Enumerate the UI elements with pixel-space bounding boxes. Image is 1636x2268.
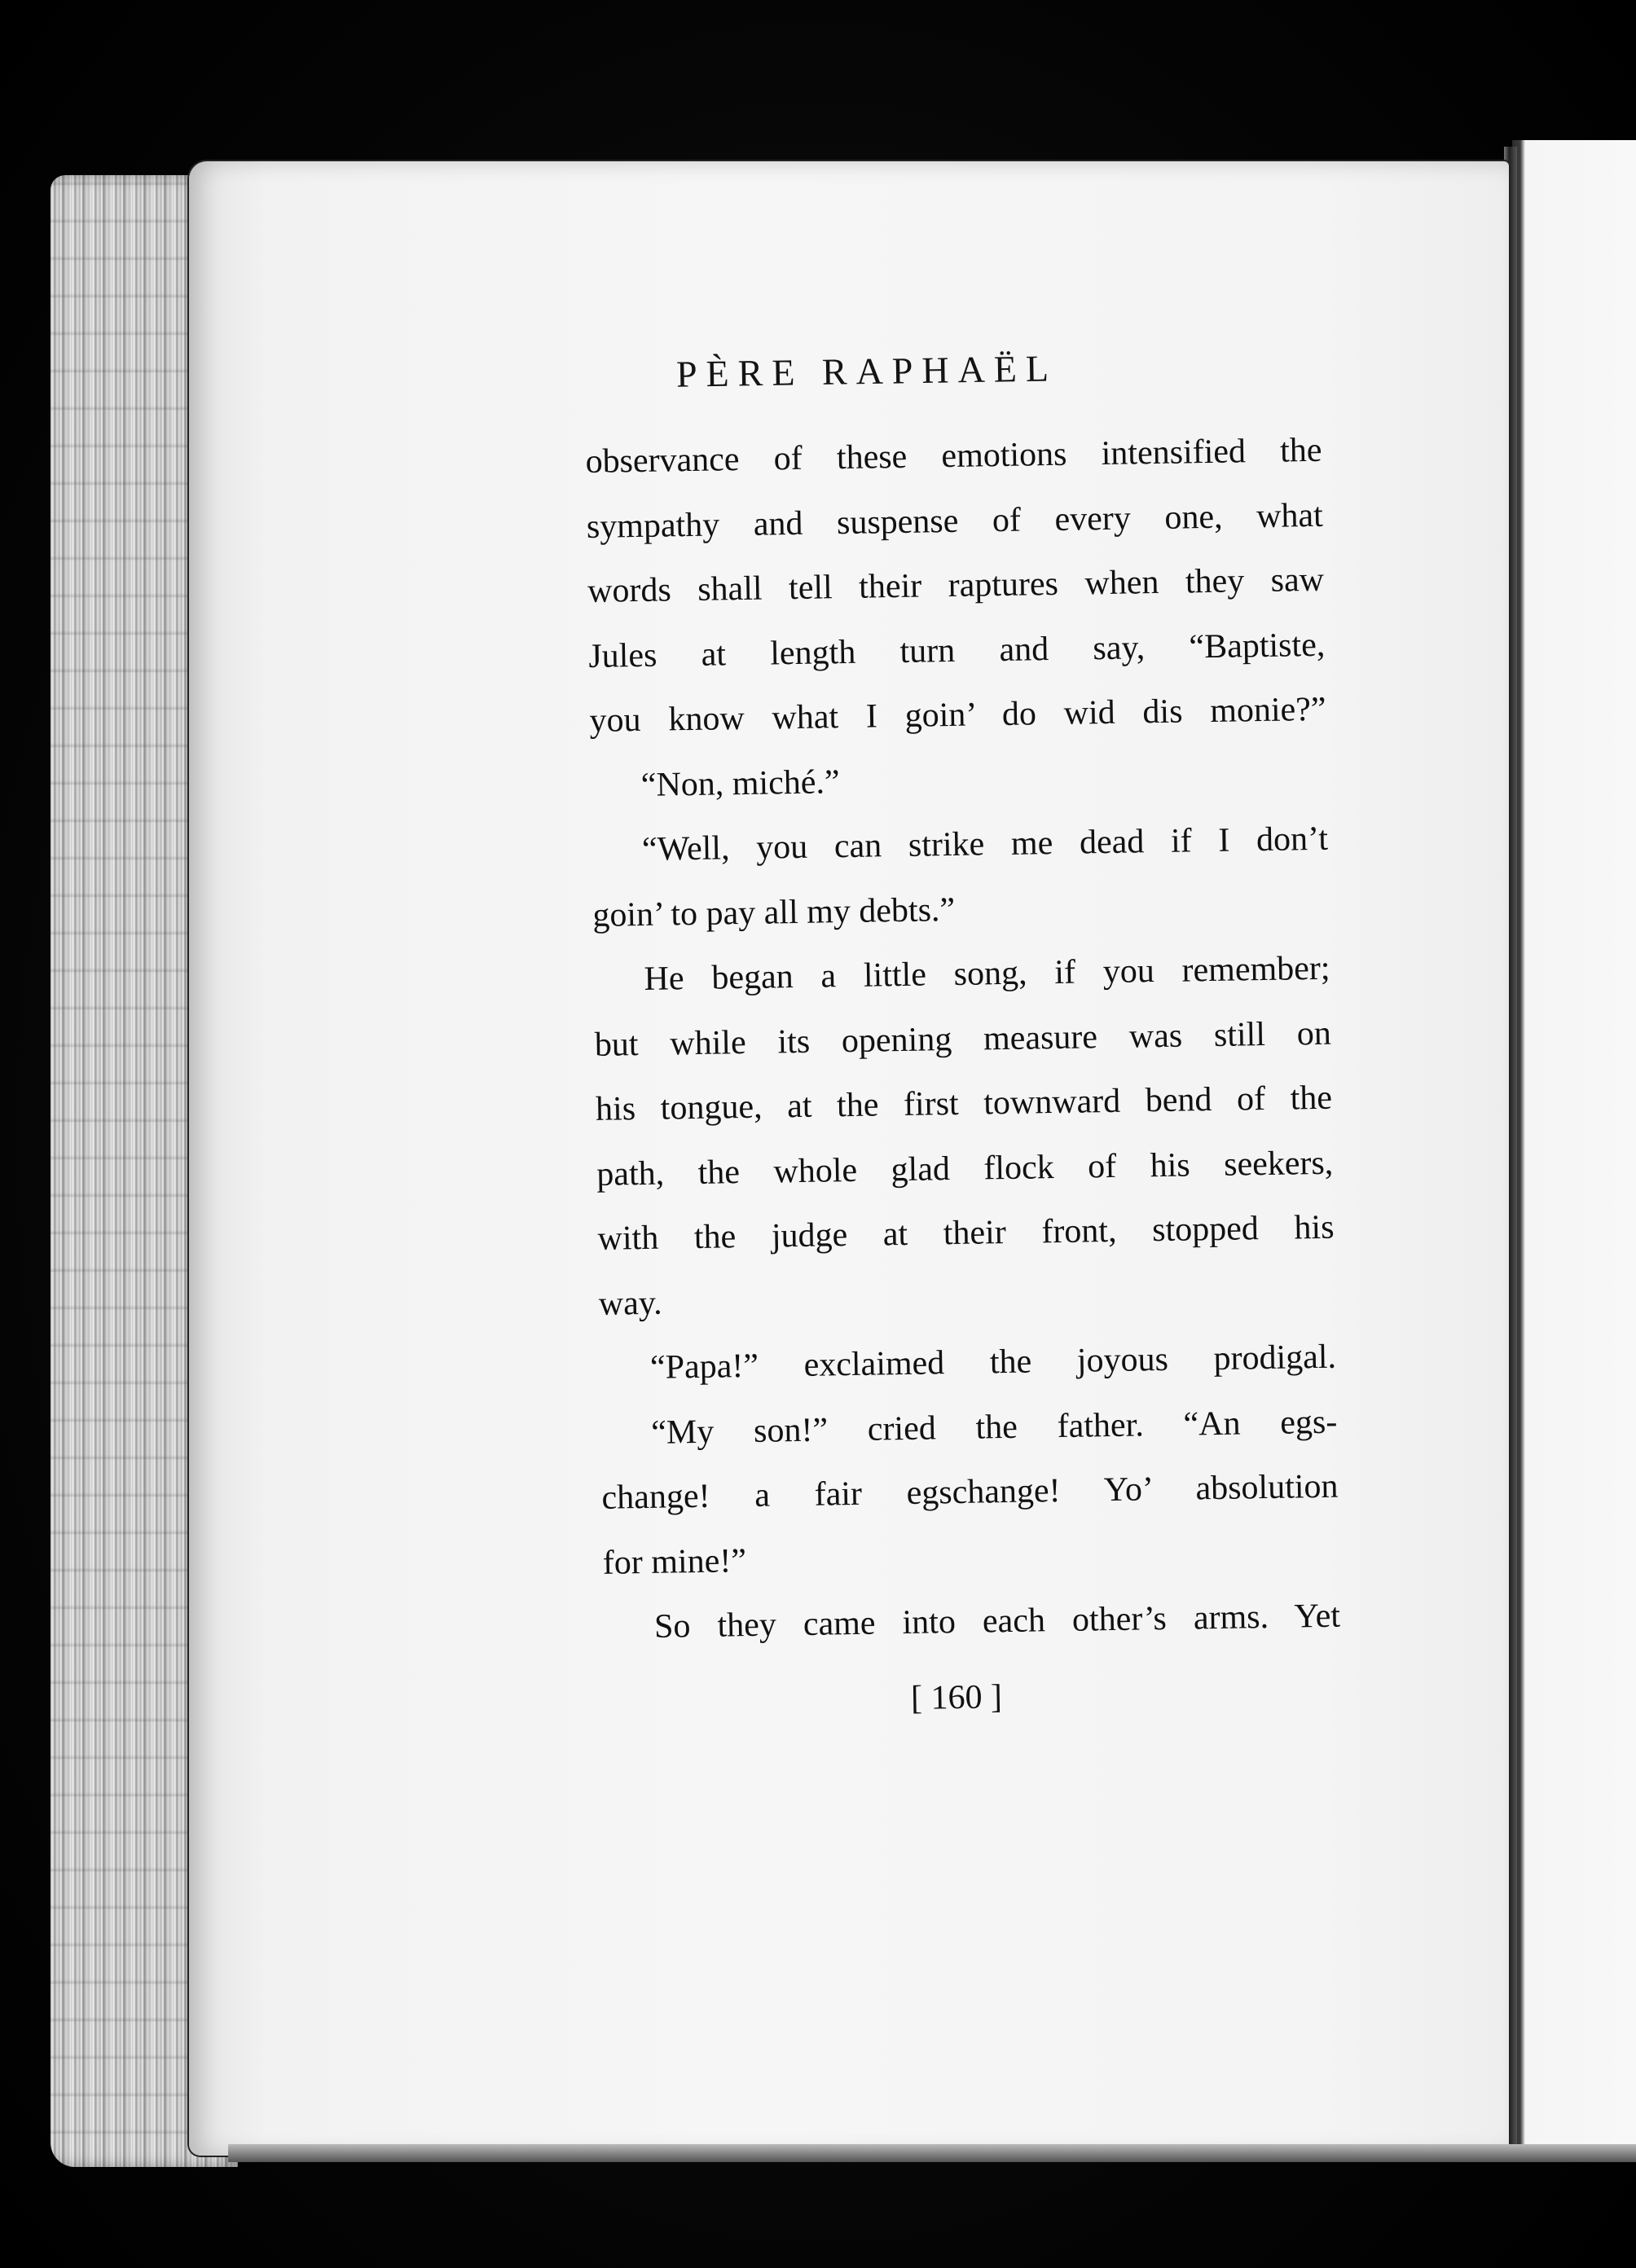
text-line: Jules at length turn and say, “Baptiste, [587, 626, 1326, 675]
text-line: “My son!” cried the father. “An egs- [650, 1403, 1338, 1452]
text-line: path, the whole glad flock of his seekers, [596, 1144, 1334, 1193]
text-line: way. [598, 1284, 662, 1323]
text-line: with the judge at their front, stopped his [597, 1208, 1335, 1258]
text-line: So they came into each other’s arms. Yet [653, 1597, 1341, 1646]
page-bottom-edge [228, 2144, 1636, 2162]
text-line: He began a little song, if you remember; [644, 949, 1330, 998]
facing-page-edge [1512, 140, 1636, 2152]
text-line: but while its opening measure was still on [594, 1014, 1332, 1064]
text-line: words shall tell their raptures when they saw [587, 560, 1325, 610]
running-head: PÈRE RAPHAËL [675, 347, 1058, 395]
text-line: “Non, miché.” [640, 763, 840, 804]
text-line: “Well, you can strike me dead if I don’t [641, 820, 1329, 868]
page-number: [ 160 ] [910, 1678, 1003, 1717]
text-line: his tongue, at the first townward bend of the [595, 1079, 1333, 1128]
text-line: sympathy and suspense of every one, what [586, 496, 1324, 546]
text-line: you know what I goin’ do wid dis monie?” [589, 690, 1326, 740]
text-line: goin’ to pay all my debts.” [592, 890, 956, 934]
text-line: change! a fair egschange! Yo’ absolution [601, 1467, 1339, 1517]
text-line: observance of these emotions intensified the [585, 431, 1322, 481]
page-text [585, 419, 1341, 1661]
text-line: “Papa!” exclaimed the joyous prodigal. [649, 1338, 1337, 1387]
text-line: for mine!” [602, 1541, 747, 1582]
